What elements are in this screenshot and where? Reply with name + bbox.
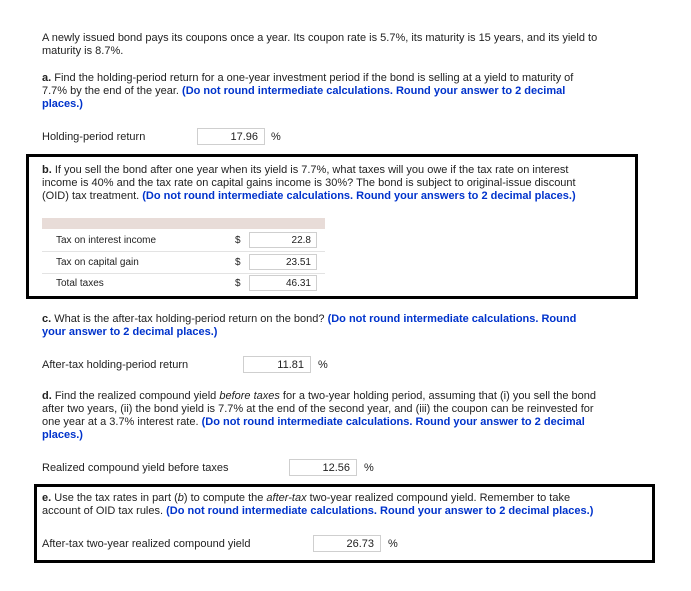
part-e-text-1d: after-tax [266, 492, 307, 504]
part-d-text-1c: for a two-year holding period, assuming that (i) you sell the bond [279, 390, 596, 402]
part-d-instruction-1: (Do not round intermediate calculations. Round your answer to 2 decimal [201, 416, 585, 428]
realized-yield-before-tax-field[interactable]: 12.56 [289, 459, 357, 476]
total-taxes-field[interactable]: 46.31 [249, 275, 317, 291]
part-b-instruction: (Do not round intermediate calculations. Round your answers to 2 decimal places.) [142, 190, 576, 202]
part-e-letter: e. [42, 492, 52, 504]
after-tax-hpr-field[interactable]: 11.81 [243, 356, 311, 373]
tax-interest-currency: $ [235, 235, 241, 246]
part-e-text-1e: two-year realized compound yield. Remember to take [306, 492, 571, 504]
tax-capital-gain-label: Tax on capital gain [56, 257, 139, 268]
part-d-text-2: after two years, (ii) the bond yield is 7.7% at the end of the second year, and (iii) the coupon can be reinvested for [42, 403, 594, 415]
after-tax-realized-yield-unit: % [388, 538, 398, 550]
part-a-instruction-2: places.) [42, 98, 83, 110]
part-b-text-3: (OID) tax treatment. [42, 190, 143, 202]
part-b-question [42, 164, 632, 203]
part-e-text-1a: Use the tax rates in part ( [51, 492, 178, 504]
part-c-question [42, 313, 654, 339]
holding-period-return-label: Holding-period return [42, 131, 146, 143]
after-tax-realized-yield-field[interactable]: 26.73 [313, 535, 381, 552]
part-c-instruction-1: (Do not round intermediate calculations. Round [327, 313, 577, 325]
part-b-letter: b. [42, 164, 52, 176]
realized-yield-before-tax-label: Realized compound yield before taxes [42, 462, 229, 474]
table-row [42, 273, 325, 294]
part-c-text-1: What is the after-tax holding-period return on the bond? [51, 313, 328, 325]
part-b-text-2: income is 40% and the tax rate on capital gains income is 30%? The bond is subject to original-issue discount [42, 177, 576, 189]
part-a-question [42, 72, 654, 111]
tax-table-header [42, 218, 325, 229]
part-e-text-1c: ) to compute the [183, 492, 267, 504]
part-d-letter: d. [42, 390, 52, 402]
table-row [42, 230, 325, 251]
part-d-text-1a: Find the realized compound yield [51, 390, 220, 402]
tax-interest-field[interactable]: 22.8 [249, 232, 317, 248]
after-tax-hpr-unit: % [318, 359, 328, 371]
intro-line-1: A newly issued bond pays its coupons once a year. Its coupon rate is 5.7%, its maturity is 15 years, and its yield to [42, 32, 598, 44]
total-taxes-currency: $ [235, 278, 241, 289]
part-e-text-2: account of OID tax rules. [42, 505, 167, 517]
tax-interest-label: Tax on interest income [56, 235, 157, 246]
after-tax-hpr-label: After-tax holding-period return [42, 359, 189, 371]
part-d-text-1b: before taxes [219, 390, 280, 402]
part-b-text-1: If you sell the bond after one year when its yield is 7.7%, what taxes will you owe if the tax rate on interest [51, 164, 569, 176]
holding-period-return-field[interactable]: 17.96 [197, 128, 265, 145]
intro-paragraph [42, 32, 654, 58]
part-c-letter: c. [42, 313, 52, 325]
part-e-question [42, 492, 650, 518]
holding-period-return-unit: % [271, 131, 281, 143]
part-d-text-3: one year at a 3.7% interest rate. [42, 416, 202, 428]
after-tax-realized-yield-label: After-tax two-year realized compound yield [42, 538, 251, 550]
intro-line-2: maturity is 8.7%. [42, 45, 124, 57]
part-a-text-1: Find the holding-period return for a one-year investment period if the bond is selling at a yield to maturity of [51, 72, 574, 84]
part-d-question [42, 390, 654, 442]
tax-capital-gain-currency: $ [235, 257, 241, 268]
tax-capital-gain-field[interactable]: 23.51 [249, 254, 317, 270]
part-c-instruction-2: your answer to 2 decimal places.) [42, 326, 218, 338]
part-d-instruction-2: places.) [42, 429, 83, 441]
part-a-text-2: 7.7% by the end of the year. [42, 85, 183, 97]
realized-yield-before-tax-unit: % [364, 462, 374, 474]
total-taxes-label: Total taxes [56, 278, 104, 289]
table-row [42, 252, 325, 273]
part-a-letter: a. [42, 72, 52, 84]
part-a-instruction-1: (Do not round intermediate calculations. Round your answer to 2 decimal [182, 85, 566, 97]
part-e-instruction: (Do not round intermediate calculations. Round your answer to 2 decimal places.) [166, 505, 594, 517]
part-e-text-1b: b [177, 492, 184, 504]
